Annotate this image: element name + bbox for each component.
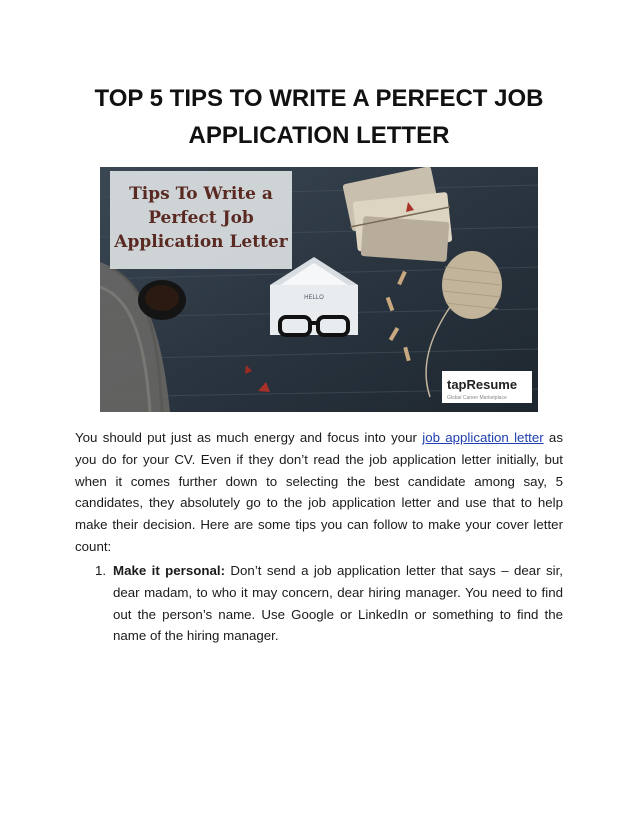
page-title	[60, 80, 578, 154]
envelope-text: HELLO	[304, 295, 324, 301]
hero-illustration	[100, 167, 538, 412]
page-title-line-2: APPLICATION LETTER	[188, 122, 450, 149]
taprs-logo	[442, 371, 532, 403]
job-application-letter-link[interactable]: job application letter	[422, 430, 544, 445]
logo-text: tapResume	[447, 377, 518, 392]
banner-line-1: Tips To Write a	[129, 184, 273, 204]
banner-line-2: Perfect Job	[148, 208, 254, 228]
tip-number: 1.	[95, 563, 107, 578]
tip-item	[95, 560, 563, 647]
intro-paragraph	[75, 427, 563, 558]
page-title-line-1: TOP 5 TIPS TO WRITE A PERFECT JOB	[94, 85, 544, 112]
intro-text-after-link: as you do for your CV. Even if they don’t read the job application letter initially, but when it comes further down to selecting the best candidate among say, 5 candidates, they absolutely go to the job application letter and use that to help make their decision. Here are some tips you can follow to make your cover letter count:	[75, 430, 563, 554]
logo-tagline: Global Career Marketplace	[447, 395, 507, 401]
tip-heading: Make it personal:	[113, 563, 226, 578]
hero-image	[100, 167, 538, 412]
tip-text: Don’t send a job application letter that says – dear sir, dear madam, to who it may concern, dear hiring manager. You need to find out the person’s name. Use Google or LinkedIn or something to find the name of the hiring manager.	[113, 563, 564, 644]
tip-body	[113, 560, 563, 647]
banner	[110, 171, 292, 269]
banner-line-3: Application Letter	[114, 232, 288, 252]
intro-text-before-link: You should put just as much energy and focus into your	[75, 430, 423, 445]
